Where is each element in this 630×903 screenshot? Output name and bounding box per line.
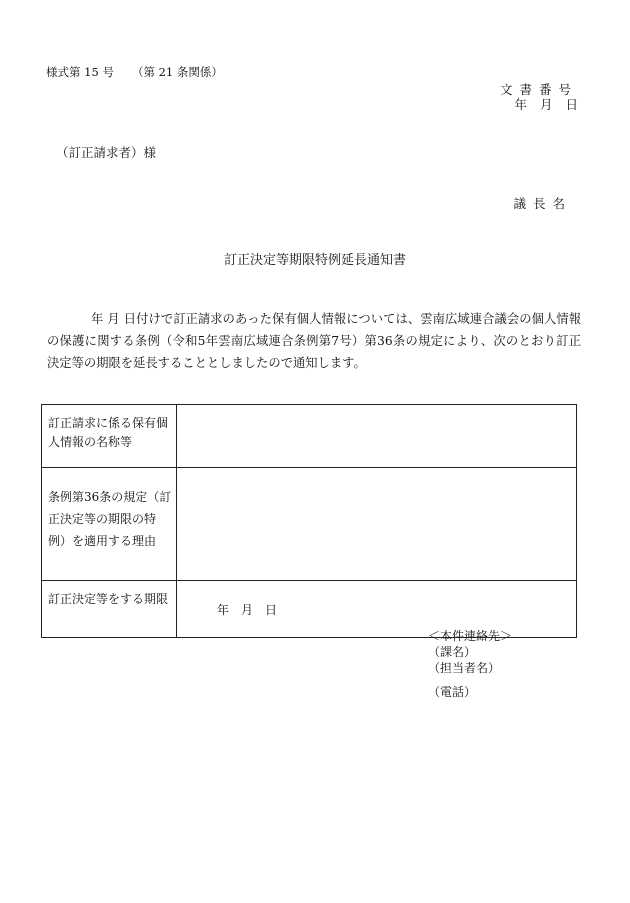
date-day: 日	[565, 97, 578, 112]
contact-person: （担当者名）	[428, 661, 501, 675]
date-month: 月	[539, 97, 553, 112]
table-row	[42, 468, 577, 581]
form-number-label: 様式第 15 号	[46, 65, 114, 79]
row-label-reason: 条例第36条の規定（訂正決定等の期限の特例）を適用する理由	[42, 468, 177, 581]
document-date	[514, 95, 578, 113]
row-label-information-name: 訂正請求に係る保有個人情報の名称等	[42, 405, 177, 468]
row-label-deadline: 訂正決定等をする期限	[42, 581, 177, 638]
body-text: 年 月 日付けで訂正請求のあった保有個人情報については、雲南広域連合議会の個人情報の保護に関する条例（令和5年雲南広域連合条例第7号）第36条の規定により、次のとおり訂正決定等の期限を延長することとしましたので通知します。	[47, 312, 581, 370]
form-number	[46, 64, 223, 80]
date-year: 年	[514, 97, 527, 112]
deadline-month: 月	[241, 602, 254, 617]
info-table	[41, 404, 577, 638]
contact-phone: （電話）	[428, 685, 477, 699]
contact-block	[428, 628, 512, 700]
form-reference: （第 21 条関係）	[131, 65, 223, 79]
row-value-information-name	[177, 405, 577, 468]
recipient: （訂正請求者）様	[56, 145, 157, 160]
deadline-year: 年	[217, 602, 230, 617]
chair-name: 議長名	[513, 196, 572, 211]
document-title: 訂正決定等期限特例延長通知書	[223, 253, 406, 268]
contact-section: （課名）	[428, 645, 477, 659]
deadline-day: 日	[265, 602, 278, 617]
row-value-reason	[177, 468, 577, 581]
row-value-deadline	[177, 581, 577, 638]
document-number-label: 文書番号	[499, 82, 578, 97]
table-row	[42, 405, 577, 468]
contact-heading: ＜本件連絡先＞	[428, 629, 513, 643]
